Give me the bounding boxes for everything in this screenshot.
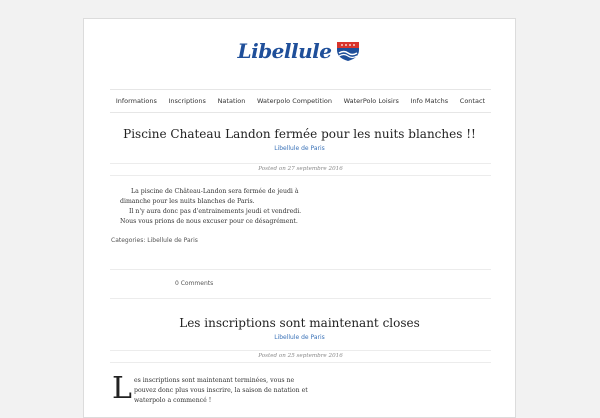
nav-item-contact[interactable]: Contact [459,97,486,105]
post-body-line: es inscriptions sont maintenant terminées, vous ne [134,377,295,384]
logo-text: Libellule [237,39,332,63]
site-header [84,39,515,75]
post-body-line: pouvez donc plus vous inscrire, la saison de natation et [134,387,308,394]
post-category-link[interactable]: Libellule de Paris [274,145,325,152]
post-body [120,187,301,227]
post-body-line: waterpolo a commencé ! [134,397,212,404]
nav-item-waterpolo-competition[interactable]: Waterpolo Competition [257,97,332,105]
post-categories [111,237,198,244]
nav-item-natation[interactable]: Natation [217,97,246,105]
post-date: Posted on 25 septembre 2016 [110,350,491,363]
post-body-line: Nous vous prions de nous excuser pour ce désagrément. [120,218,298,225]
post-title-link[interactable]: Piscine Chateau Landon fermée pour les nuits blanches !! [123,127,476,141]
main-nav [110,89,491,113]
nav-item-inscriptions[interactable]: Inscriptions [168,97,206,105]
post-date: Posted on 27 septembre 2016 [110,163,491,176]
club-crest-icon [335,40,361,62]
post-body-line: La piscine de Château-Landon sera fermée de jeudi à [131,188,299,195]
comments-link[interactable]: 0 Comments [175,280,214,287]
page-container [83,18,516,418]
categories-link[interactable]: Libellule de Paris [147,237,198,244]
post-title-link[interactable]: Les inscriptions sont maintenant closes [179,316,420,330]
nav-item-waterpolo-loisirs[interactable]: WaterPolo Loisirs [343,97,399,105]
post-category-link[interactable]: Libellule de Paris [274,334,325,341]
post-body-line: Il n'y aura donc pas d'entrainements jeudi et vendredi. [129,208,302,215]
post-body-line: dimanche pour les nuits blanches de Paris. [120,198,255,205]
site-logo[interactable] [238,39,362,63]
nav-item-informations[interactable]: Informations [115,97,157,105]
post-article [84,316,515,341]
post-body [134,376,308,406]
post-dropcap: L [112,371,132,406]
post-article [84,127,515,152]
post-comments-bar [110,269,491,299]
categories-label: Categories: [111,237,146,244]
nav-item-info-matchs[interactable]: Info Matchs [410,97,449,105]
